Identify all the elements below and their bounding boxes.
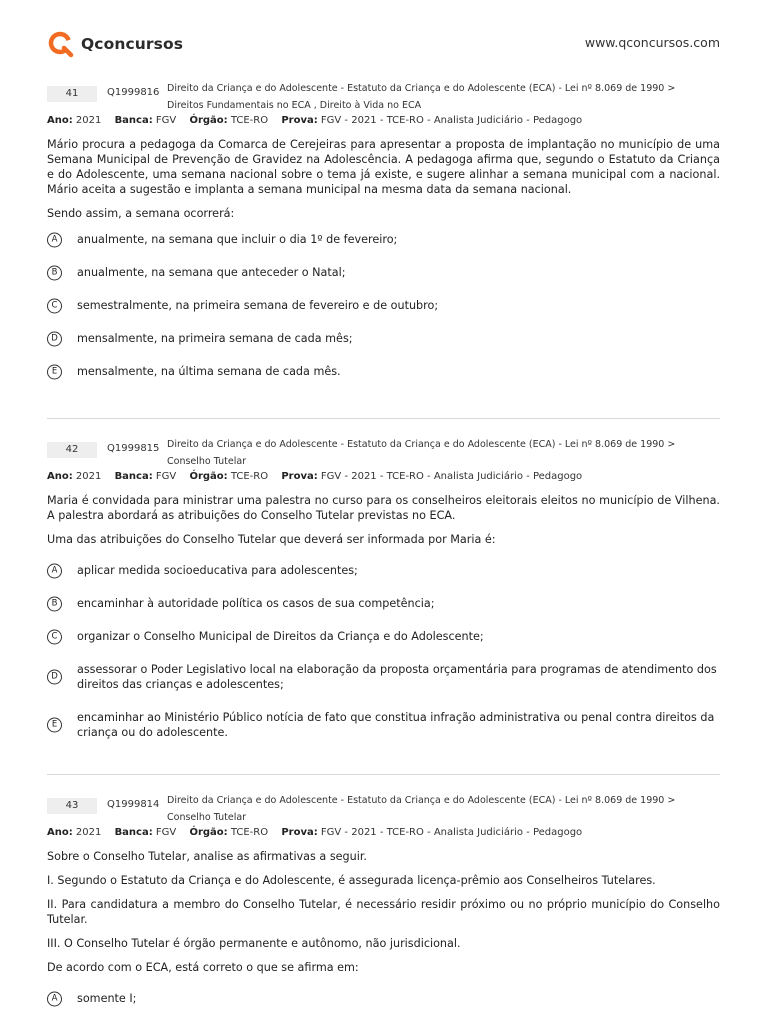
option-e[interactable]	[47, 710, 720, 740]
question-id[interactable]: Q1999815	[107, 443, 160, 454]
question-subject	[167, 80, 712, 114]
option-text: somente I;	[77, 992, 137, 1005]
option-a[interactable]	[47, 232, 720, 247]
question-meta	[47, 115, 720, 126]
option-letter-c[interactable]: C	[47, 298, 62, 313]
question-subject	[167, 792, 712, 826]
option-letter-a[interactable]: A	[47, 232, 62, 247]
question-header	[47, 80, 720, 114]
prova-label: Prova:	[281, 115, 318, 126]
qconcursos-logo-icon	[47, 30, 75, 58]
option-a[interactable]	[47, 991, 720, 1006]
prova-label: Prova:	[281, 827, 318, 838]
banca-label: Banca:	[114, 115, 153, 126]
statement-iii: III. O Conselho Tutelar é órgão permanente e autônomo, não jurisdicional.	[47, 937, 461, 950]
orgao-value: TCE-RO	[230, 827, 269, 838]
question-divider	[47, 418, 720, 419]
subject-line-1: Direito da Criança e do Adolescente - Estatuto da Criança e do Adolescente (ECA) - Lei nº 8.069 de 1990 >	[167, 439, 676, 450]
brand-logo[interactable]	[47, 30, 183, 58]
question-meta	[47, 827, 720, 838]
option-d[interactable]	[47, 662, 720, 692]
option-text: mensalmente, na primeira semana de cada mês;	[77, 332, 353, 345]
prova-value: FGV - 2021 - TCE-RO - Analista Judiciário - Pedagogo	[320, 115, 583, 126]
option-e[interactable]	[47, 364, 720, 379]
question-card	[47, 80, 720, 379]
orgao-value: TCE-RO	[230, 115, 269, 126]
option-letter-e[interactable]: E	[47, 718, 62, 733]
question-prompt: Uma das atribuições do Conselho Tutelar que deverá ser informada por Maria é:	[47, 533, 496, 546]
banca-value: FGV	[155, 827, 177, 838]
banca-value: FGV	[155, 471, 177, 482]
question-prompt: De acordo com o ECA, está correto o que se afirma em:	[47, 961, 359, 974]
option-text: encaminhar à autoridade política os casos de sua competência;	[77, 597, 435, 610]
option-letter-a[interactable]: A	[47, 991, 62, 1006]
banca-value: FGV	[155, 115, 177, 126]
option-letter-b[interactable]: B	[47, 265, 62, 280]
question-header	[47, 436, 720, 470]
subject-line-2: Direitos Fundamentais no ECA , Direito à Vida no ECA	[167, 100, 422, 111]
brand-name: Qconcursos	[81, 35, 184, 53]
prova-value: FGV - 2021 - TCE-RO - Analista Judiciário - Pedagogo	[320, 471, 583, 482]
question-card	[47, 792, 720, 1006]
question-prompt: Sendo assim, a semana ocorrerá:	[47, 207, 235, 220]
option-text: anualmente, na semana que incluir o dia 1º de fevereiro;	[77, 233, 398, 246]
question-statement: Mário procura a pedagoga da Comarca de Cerejeiras para apresentar a proposta de implantação no município de uma Semana Municipal de Prevenção de Gravidez na Adolescência. A pedagoga afirma que, segundo o Estatuto da Criança e do Adolescente, uma semana nacional sobre o tema já existe, e sugere alinhar a semana municipal com a nacional. Mário aceita a sugestão e implanta a semana municipal na mesma data da semana nacional.	[47, 138, 720, 196]
orgao-label: Órgão:	[189, 115, 228, 126]
orgao-label: Órgão:	[189, 827, 228, 838]
statement-i: I. Segundo o Estatuto da Criança e do Adolescente, é assegurada licença-prêmio aos Conselheiros Tutelares.	[47, 874, 656, 887]
option-text: semestralmente, na primeira semana de fevereiro e de outubro;	[77, 299, 439, 312]
option-text: aplicar medida socioeducativa para adolescentes;	[77, 564, 358, 577]
subject-line-1: Direito da Criança e do Adolescente - Estatuto da Criança e do Adolescente (ECA) - Lei nº 8.069 de 1990 >	[167, 83, 676, 94]
ano-value: 2021	[75, 827, 102, 838]
question-header	[47, 792, 720, 826]
subject-line-2: Conselho Tutelar	[167, 456, 247, 467]
subject-line-2: Conselho Tutelar	[167, 812, 247, 823]
ano-label: Ano:	[47, 827, 73, 838]
orgao-value: TCE-RO	[230, 471, 269, 482]
option-letter-b[interactable]: B	[47, 596, 62, 611]
question-intro: Sobre o Conselho Tutelar, analise as afirmativas a seguir.	[47, 850, 367, 863]
option-text: mensalmente, na última semana de cada mês.	[77, 365, 341, 378]
option-d[interactable]	[47, 331, 720, 346]
option-b[interactable]	[47, 596, 720, 611]
option-letter-c[interactable]: C	[47, 629, 62, 644]
option-c[interactable]	[47, 629, 720, 644]
option-text: organizar o Conselho Municipal de Direitos da Criança e do Adolescente;	[77, 630, 484, 643]
question-card	[47, 436, 720, 740]
option-letter-a[interactable]: A	[47, 563, 62, 578]
option-a[interactable]	[47, 563, 720, 578]
question-divider	[47, 774, 720, 775]
page-header	[47, 30, 720, 60]
site-url[interactable]: www.qconcursos.com	[584, 35, 720, 50]
ano-label: Ano:	[47, 115, 73, 126]
ano-label: Ano:	[47, 471, 73, 482]
option-text: assessorar o Poder Legislativo local na elaboração da proposta orçamentária para programas de atendimento dos direitos das crianças e adolescentes;	[77, 663, 717, 691]
question-number: 41	[47, 86, 97, 102]
ano-value: 2021	[75, 115, 102, 126]
option-letter-d[interactable]: D	[47, 670, 62, 685]
option-letter-e[interactable]: E	[47, 364, 62, 379]
option-b[interactable]	[47, 265, 720, 280]
prova-value: FGV - 2021 - TCE-RO - Analista Judiciário - Pedagogo	[320, 827, 583, 838]
orgao-label: Órgão:	[189, 471, 228, 482]
question-meta	[47, 471, 720, 482]
statement-ii: II. Para candidatura a membro do Conselho Tutelar, é necessário residir próximo ou no próprio município do Conselho Tutelar.	[47, 898, 720, 926]
question-statement: Maria é convidada para ministrar uma palestra no curso para os conselheiros eleitorais eleitos no município de Vilhena. A palestra abordará as atribuições do Conselho Tutelar previstas no ECA.	[47, 494, 720, 522]
subject-line-1: Direito da Criança e do Adolescente - Estatuto da Criança e do Adolescente (ECA) - Lei nº 8.069 de 1990 >	[167, 795, 676, 806]
option-letter-d[interactable]: D	[47, 331, 62, 346]
question-number: 42	[47, 442, 97, 458]
ano-value: 2021	[75, 471, 102, 482]
banca-label: Banca:	[114, 827, 153, 838]
option-c[interactable]	[47, 298, 720, 313]
option-text: encaminhar ao Ministério Público notícia de fato que constitua infração administrativa ou penal contra direitos da criança ou do adolescente.	[77, 711, 715, 739]
question-id[interactable]: Q1999814	[107, 799, 160, 810]
prova-label: Prova:	[281, 471, 318, 482]
banca-label: Banca:	[114, 471, 153, 482]
question-subject	[167, 436, 712, 470]
question-id[interactable]: Q1999816	[107, 87, 160, 98]
question-number: 43	[47, 798, 97, 814]
option-text: anualmente, na semana que anteceder o Natal;	[77, 266, 346, 279]
